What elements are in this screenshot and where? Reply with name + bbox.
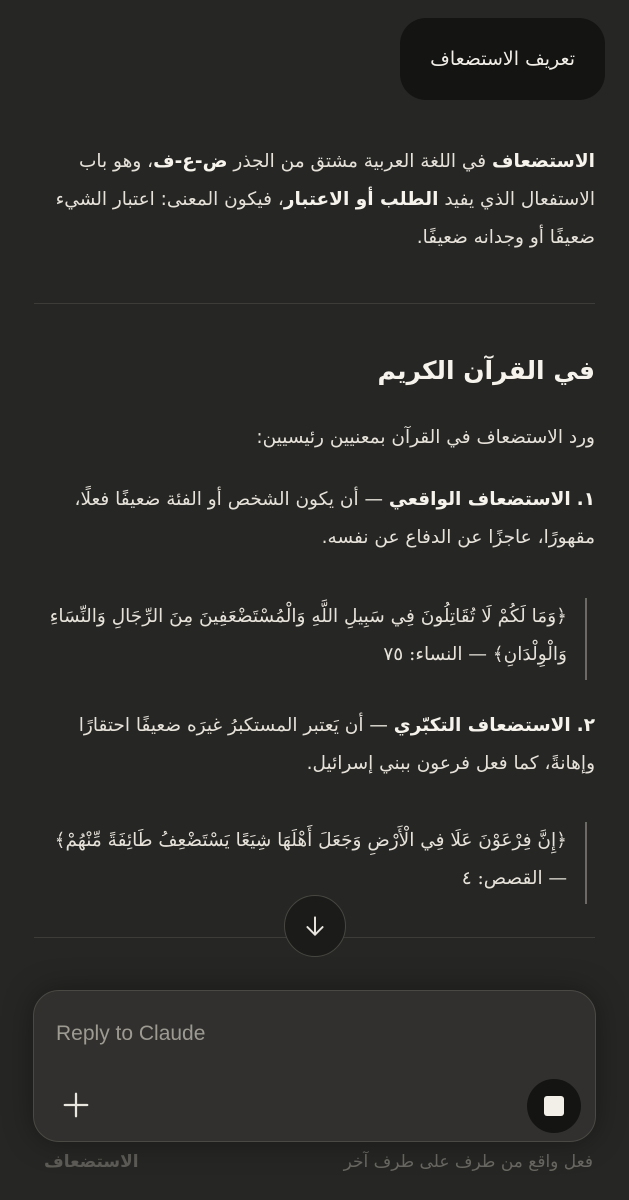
stop-button[interactable] <box>527 1079 581 1133</box>
scroll-to-bottom-button[interactable] <box>284 895 346 957</box>
section-heading-wrap <box>34 356 595 385</box>
quran-quote: ﴿إِنَّ فِرْعَوْنَ عَلَا فِي الْأَرْضِ وَجَعَلَ أَهْلَهَا شِيَعًا يَسْتَضْعِفُ طَائِفَةً مِّنْهُمْ﴾ — القصص: ٤ <box>54 830 567 889</box>
item-text: — أن يَعتبر المستكبرُ غيرَه ضعيفًا احتقارًا وإهانةً، كما فعل فرعون ببني إسرائيل. <box>78 715 595 774</box>
reply-input[interactable] <box>54 1021 498 1047</box>
quote-bar <box>585 822 587 904</box>
user-message-text: تعريف الاستضعاف <box>430 48 575 70</box>
section-lead <box>34 419 595 457</box>
intro-text-3: ، فيكون المعنى: اعتبار الشيء ضعيفًا أو وجدانه ضعيفًا. <box>55 189 595 248</box>
quran-quote: ﴿وَمَا لَكُمْ لَا تُقَاتِلُونَ فِي سَبِيلِ اللَّهِ وَالْمُسْتَضْعَفِينَ مِنَ الرِّجَالِ وَالنِّسَاءِ وَالْوِلْدَانِ﴾ — النساء: ٧٥ <box>49 606 567 665</box>
intro-paragraph <box>34 143 595 257</box>
lead-text: ورد الاستضعاف في القرآن بمعنيين رئيسيين: <box>256 427 595 448</box>
item-term: الاستضعاف التكبّري <box>393 715 571 736</box>
list-item <box>34 707 595 783</box>
intro-text-2: ، وهو باب الاستفعال الذي يفيد <box>78 151 595 210</box>
quote-bar <box>585 598 587 680</box>
section-heading: في القرآن الكريم <box>377 356 595 385</box>
plus-icon <box>61 1090 91 1120</box>
faded-text-left: الاستضعاف <box>44 1152 139 1172</box>
item-text: — أن يكون الشخص أو الفئة ضعيفًا فعلًا، مقهورًا، عاجزًا عن الدفاع عن نفسه. <box>74 489 595 548</box>
composer <box>33 990 596 1142</box>
item-term: الاستضعاف الواقعي <box>388 489 571 510</box>
intro-meaning: الطلب أو الاعتبار <box>283 189 439 210</box>
item-number: ٢. <box>576 715 595 736</box>
add-attachment-button[interactable] <box>56 1085 96 1125</box>
divider <box>34 303 595 304</box>
item-number: ١. <box>576 489 595 510</box>
user-message-bubble <box>400 18 605 100</box>
stop-icon <box>544 1096 564 1116</box>
list-item <box>34 481 595 557</box>
intro-text-1: في اللغة العربية مشتق من الجذر <box>227 151 493 172</box>
intro-term: الاستضعاف <box>492 151 595 172</box>
faded-text-right: فعل واقع من طرف على طرف آخر <box>343 1152 593 1172</box>
arrow-down-icon <box>302 913 328 939</box>
intro-root: ض-ع-ف <box>153 151 228 172</box>
